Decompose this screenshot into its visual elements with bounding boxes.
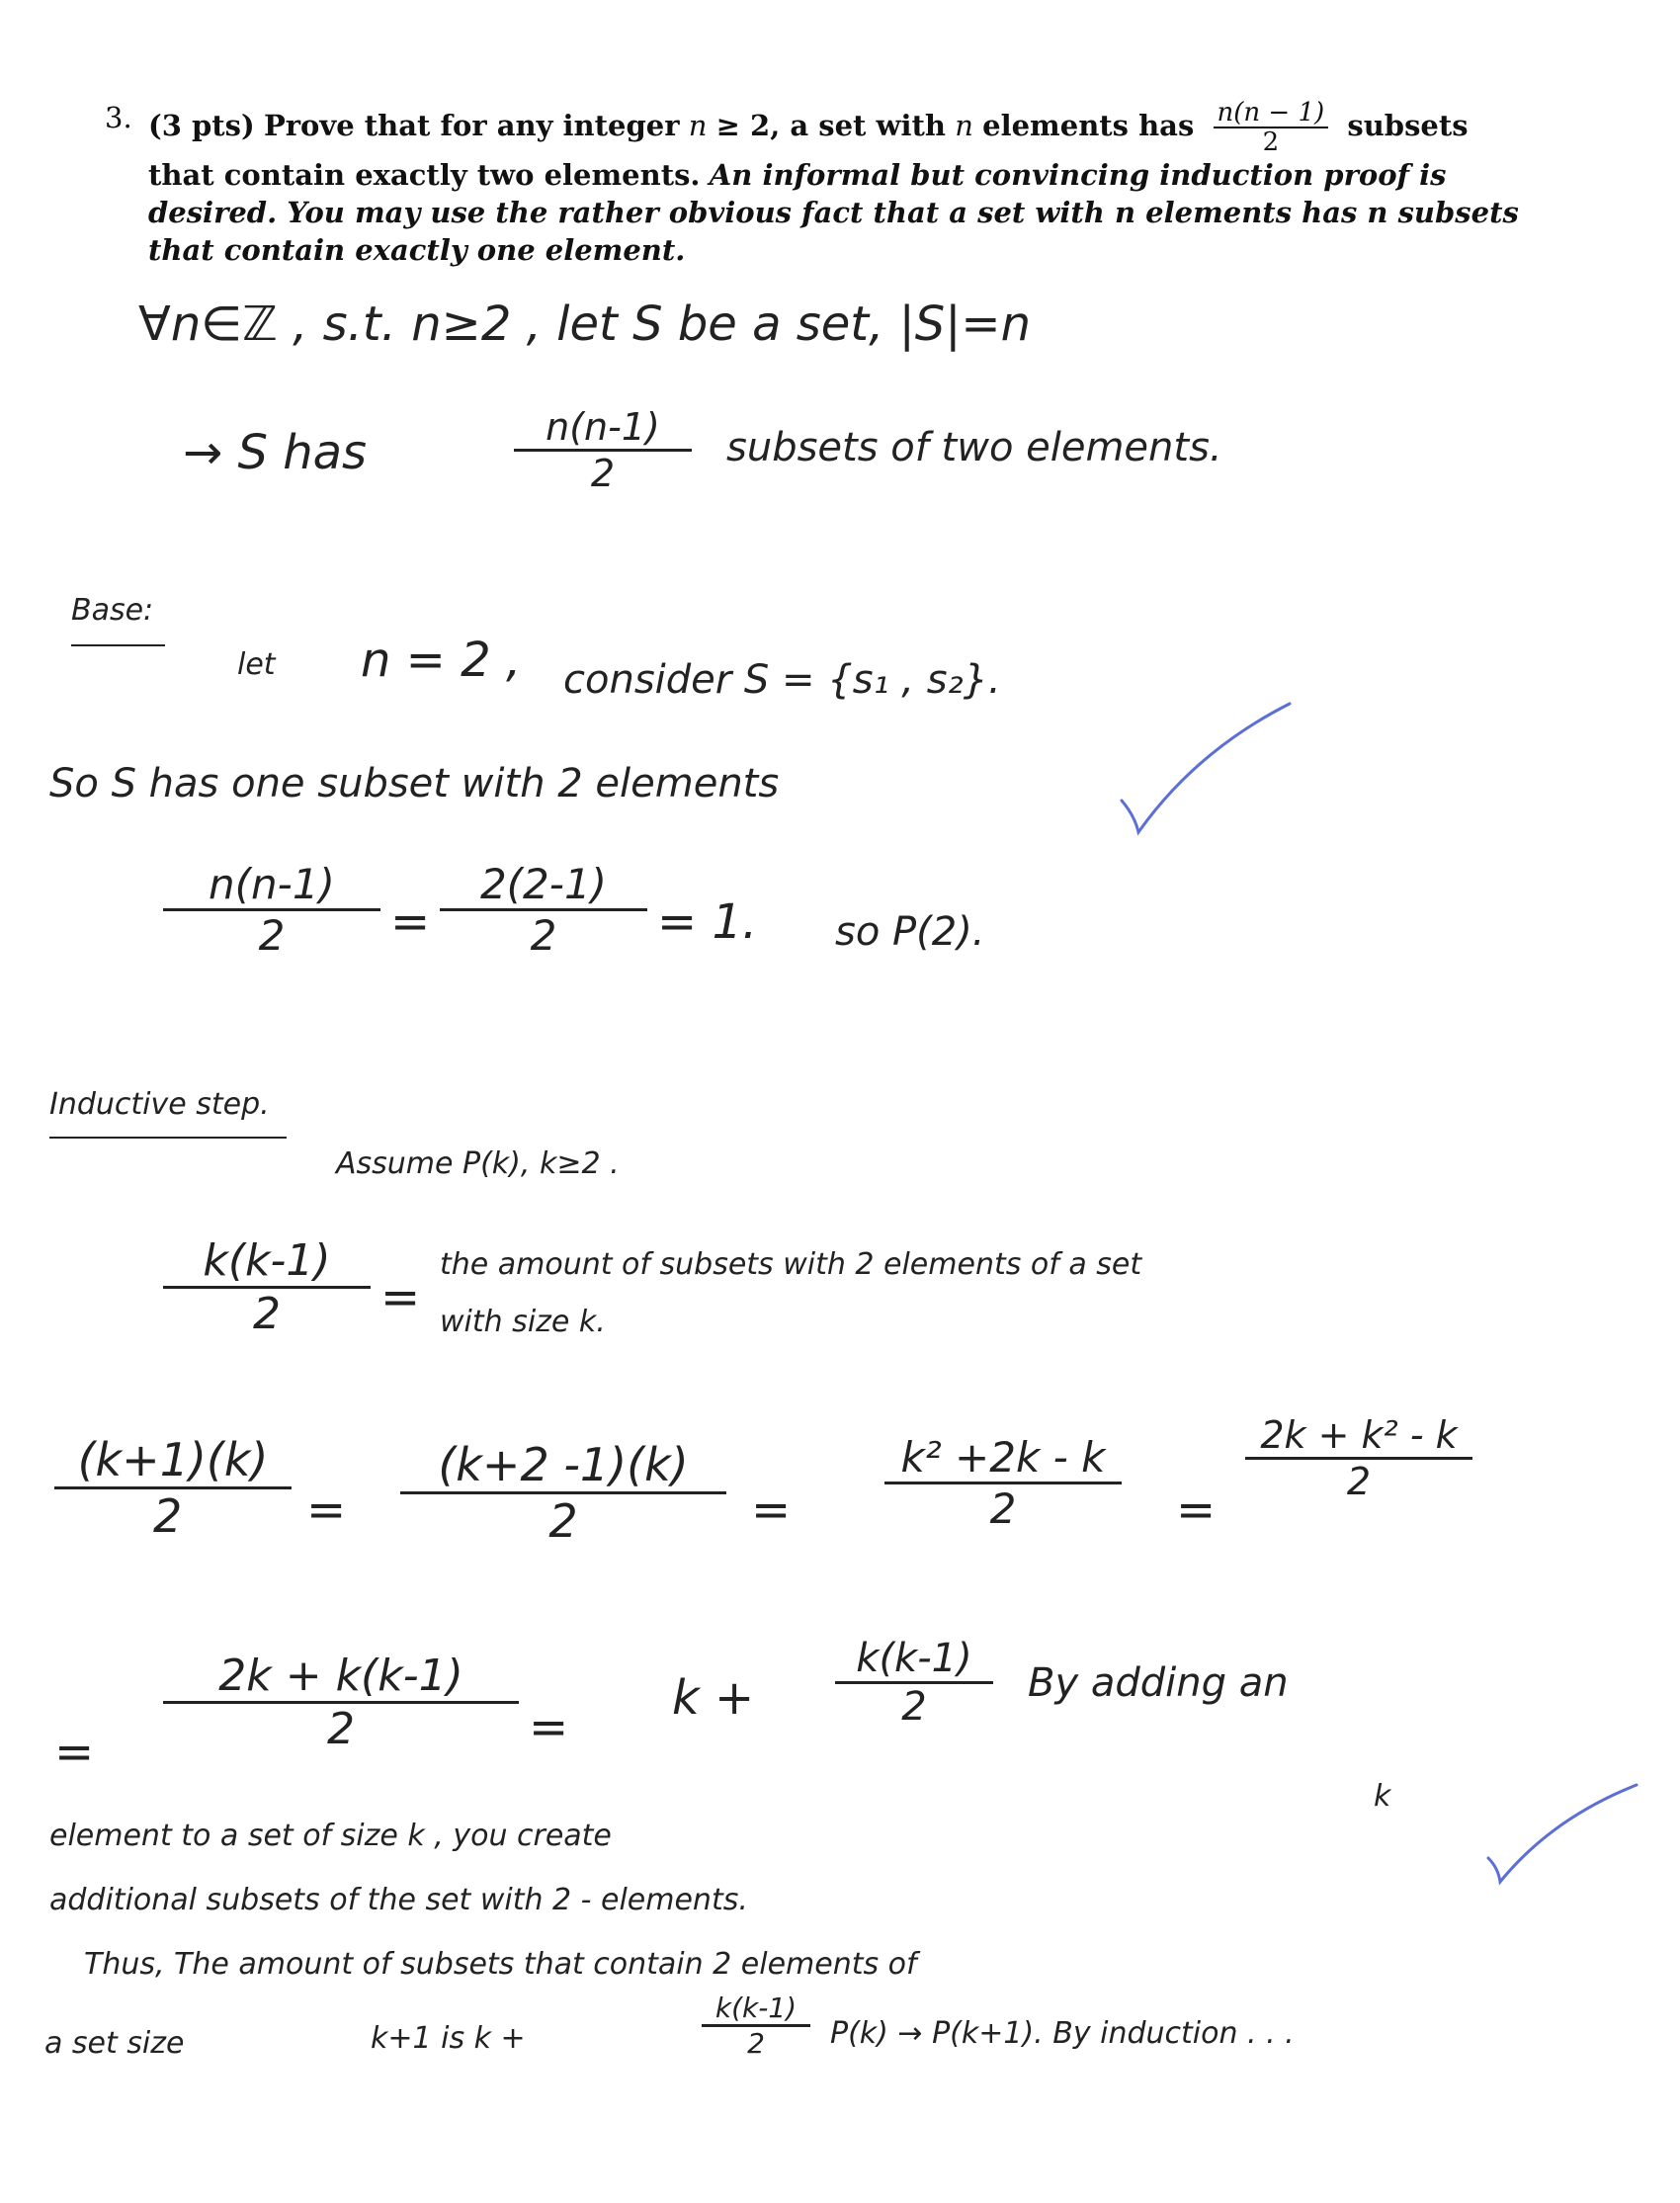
hw-base-eq-1: =	[390, 894, 431, 950]
hw-eq5-k: k +	[672, 1670, 755, 1726]
hw-base-n2: n = 2 ,	[361, 633, 522, 688]
hw-pk-eq: =	[380, 1270, 421, 1325]
hw-base-consider: consider S = {s₁ , s₂}.	[563, 657, 1001, 703]
hw-eq1-fraction: (k+1)(k) 2	[54, 1433, 292, 1543]
hw-eq3-eq: =	[1176, 1483, 1217, 1538]
hw-conclusion-fraction: k(k-1) 2	[702, 1991, 810, 2060]
hw-eq5-k-fraction: k(k-1) 2	[835, 1636, 993, 1730]
hw-eq1-eq: =	[306, 1483, 347, 1538]
hw-conclusion-4a: a set size	[44, 2026, 185, 2061]
hw-conclusion-4b: k+1 is k +	[371, 2021, 526, 2056]
hw-pk-text-1: the amount of subsets with 2 elements of a set	[440, 1247, 1142, 1282]
hw-eq5-eq: =	[529, 1700, 569, 1755]
problem-statement	[105, 98, 1519, 269]
problem-points: (3 pts)	[148, 109, 255, 142]
hw-base-frac-2: 2(2-1) 2	[440, 860, 647, 960]
hw-assume: Assume P(k), k≥2 .	[336, 1146, 620, 1181]
hw-conclusion-4c: P(k) → P(k+1). By induction . . .	[830, 2016, 1295, 2051]
problem-line-1: (3 pts) Prove that for any integer n ≥ 2, a set with n elements has $\frac{n(n - 1)}{2}$ subsets	[148, 98, 1469, 157]
hw-statement-tail: subsets of two elements.	[726, 425, 1222, 470]
hw-conclusion-1: element to a set of size k , you create	[49, 1819, 612, 1853]
hw-statement-line: ∀n∈ℤ , s.t. n≥2 , let S be a set, |S|=n	[138, 297, 1032, 352]
hw-base-label: Base:	[71, 593, 154, 628]
hw-k-right: k	[1374, 1779, 1391, 1814]
hw-arrow-has: → S has	[183, 425, 368, 480]
hw-inductive-label: Inductive step.	[49, 1087, 270, 1122]
hw-statement-fraction: n(n-1) 2	[514, 405, 692, 495]
hw-pk-fraction: k(k-1) 2	[163, 1235, 371, 1339]
inductive-underline	[49, 1137, 287, 1139]
hw-base-equals-one: = 1.	[657, 894, 758, 950]
hw-conclusion-3: Thus, The amount of subsets that contain 2 elements of	[84, 1947, 917, 1982]
hw-eq4-fraction: 2k + k² - k 2	[1245, 1413, 1472, 1503]
hw-conclusion-2: additional subsets of the set with 2 - elements.	[49, 1883, 748, 1917]
hw-base-so: So S has one subset with 2 elements	[49, 761, 780, 806]
problem-line-4: that contain exactly one element.	[148, 233, 686, 267]
hw-pk-text-2: with size k.	[440, 1305, 606, 1339]
hw-eq3-fraction: k² +2k - k 2	[884, 1433, 1122, 1533]
problem-number: 3.	[105, 101, 132, 134]
hw-eq5-fraction: 2k + k(k-1) 2	[163, 1651, 519, 1754]
hw-base-frac-1: n(n-1) 2	[163, 860, 380, 960]
problem-line-3: desired. You may use the rather obvious fact that a set with n elements has n subsets	[148, 196, 1519, 229]
hw-eq5-tail: By adding an	[1028, 1660, 1289, 1706]
check-mark-icon	[1117, 692, 1295, 840]
problem-fraction: $\frac{n(n - 1)}{2}$	[1214, 99, 1329, 156]
check-mark-icon-2	[1482, 1779, 1640, 1888]
problem-line-2: that contain exactly two elements. An informal but convincing induction proof is	[148, 158, 1447, 192]
hw-base-so-p2: so P(2).	[835, 909, 985, 955]
hw-eq2-eq: =	[751, 1483, 792, 1538]
base-underline	[71, 644, 165, 646]
hw-base-let: let	[237, 647, 276, 682]
hw-eq2-fraction: (k+2 -1)(k) 2	[400, 1438, 726, 1548]
hw-eq5-lead: =	[54, 1725, 95, 1780]
